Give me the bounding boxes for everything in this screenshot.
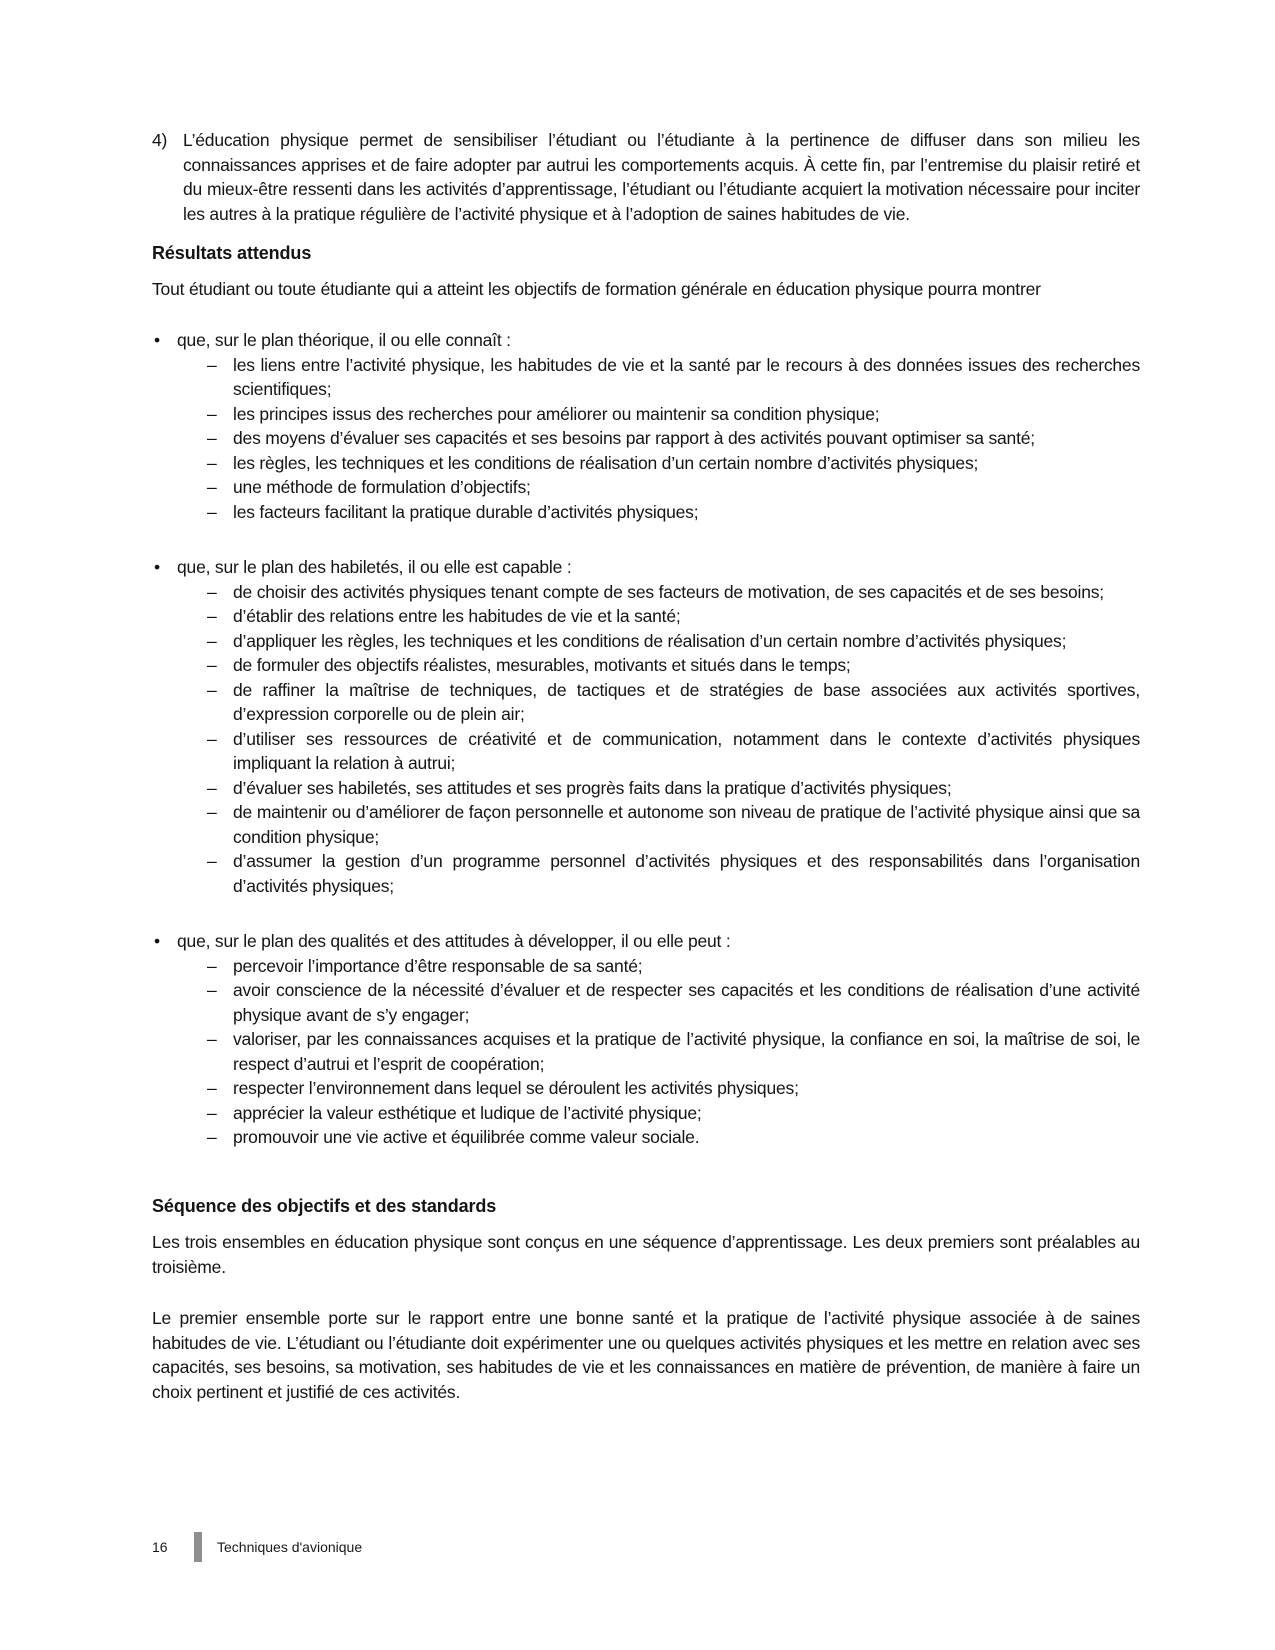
footer-separator <box>194 1532 202 1562</box>
dash-icon: – <box>207 1102 217 1123</box>
list-item <box>207 402 1140 427</box>
section-heading-sequence: Séquence des objectifs et des standards <box>152 1195 497 1216</box>
intro-paragraph: Tout étudiant ou toute étudiante qui a atteint les objectifs de formation générale en éducation physique pourra montrer <box>152 278 1041 299</box>
list-item-text: de choisir des activités physiques tenant compte de ses facteurs de motivation, de ses capacités et de ses besoins; <box>233 581 1104 602</box>
bullet-group-qualites <box>152 929 1140 1150</box>
page-footer <box>152 1532 362 1562</box>
list-item-text: les liens entre l’activité physique, les habitudes de vie et la santé par le recours à des données issues des recherches scientifiques; <box>233 354 1140 399</box>
dash-icon: – <box>207 655 217 675</box>
numbered-item-4 <box>152 128 1140 226</box>
page-number: 16 <box>152 1539 168 1555</box>
dash-icon: – <box>207 630 217 651</box>
dash-icon: – <box>207 955 217 976</box>
list-item-text: de maintenir ou d’améliorer de façon personnelle et autonome son niveau de pratique de l’activité physique ainsi que sa condition physique; <box>233 802 1140 847</box>
list-item-text: d’établir des relations entre les habitudes de vie et la santé; <box>233 606 681 626</box>
dash-icon: – <box>207 1127 217 1147</box>
list-item-text: les principes issus des recherches pour améliorer ou maintenir sa condition physique; <box>233 403 880 424</box>
sequence-paragraph-1: Les trois ensembles en éducation physique sont conçus en une séquence d’apprentissage. Les deux premiers sont préalables au troisième. <box>152 1232 1140 1277</box>
bullet-icon: • <box>154 557 160 577</box>
dash-icon: – <box>207 354 217 375</box>
dash-icon: – <box>207 728 217 749</box>
list-item-text: de formuler des objectifs réalistes, mesurables, motivants et situés dans le temps; <box>233 655 851 675</box>
list-item-text: de raffiner la maîtrise de techniques, de tactiques et de stratégies de base associées aux activités sportives, d’expression corporelle ou de plein air; <box>233 679 1140 724</box>
bullet-lead <box>152 328 1140 353</box>
list-item-text: avoir conscience de la nécessité d’évaluer et de respecter ses capacités et les conditions de réalisation d’une activité physique avant de s’y engager; <box>233 980 1140 1025</box>
list-item <box>207 451 1140 476</box>
list-item <box>207 1125 1140 1150</box>
list-item <box>207 629 1140 654</box>
bullet-lead <box>152 929 1140 954</box>
dash-icon: – <box>207 403 217 424</box>
bullet-lead-text: que, sur le plan des habiletés, il ou elle est capable : <box>177 557 572 577</box>
list-item <box>207 604 1140 629</box>
dash-icon: – <box>207 980 217 1000</box>
list-item <box>207 776 1140 801</box>
bullet-group-habiletes <box>152 555 1140 898</box>
list-item-text: percevoir l’importance d’être responsable de sa santé; <box>233 955 643 976</box>
bullet-icon: • <box>154 931 160 951</box>
list-item-text: respecter l’environnement dans lequel se déroulent les activités physiques; <box>233 1078 799 1098</box>
list-item <box>207 426 1140 451</box>
bullet-icon: • <box>154 330 160 350</box>
list-item <box>207 678 1140 727</box>
list-item <box>207 475 1140 500</box>
item-number: 4) <box>152 130 168 150</box>
dash-icon: – <box>207 777 217 798</box>
list-item-text: les règles, les techniques et les conditions de réalisation d’un certain nombre d’activités physiques; <box>233 452 979 473</box>
list-item-text: une méthode de formulation d’objectifs; <box>233 477 531 497</box>
bullet-lead-text: que, sur le plan théorique, il ou elle connaît : <box>177 330 511 350</box>
dash-icon: – <box>207 452 217 473</box>
list-item-text: les facteurs facilitant la pratique durable d’activités physiques; <box>233 501 699 522</box>
list-item-text: promouvoir une vie active et équilibrée comme valeur sociale. <box>233 1127 700 1147</box>
dash-icon: – <box>207 428 217 448</box>
list-item <box>207 1027 1140 1076</box>
dash-icon: – <box>207 606 217 626</box>
bullet-lead-text: que, sur le plan des qualités et des attitudes à développer, il ou elle peut : <box>177 931 731 951</box>
dash-icon: – <box>207 581 217 602</box>
list-item <box>207 1101 1140 1126</box>
list-item <box>207 978 1140 1027</box>
list-item <box>207 653 1140 678</box>
dash-icon: – <box>207 477 217 497</box>
list-item <box>207 353 1140 402</box>
bullet-lead <box>152 555 1140 580</box>
dash-icon: – <box>207 1029 217 1049</box>
list-item-text: d’utiliser ses ressources de créativité et de communication, notamment dans le contexte d’activités physiques impliquant la relation à autrui; <box>233 728 1140 773</box>
list-item <box>207 580 1140 605</box>
list-item <box>207 1076 1140 1101</box>
list-item-text: des moyens d’évaluer ses capacités et ses besoins par rapport à des activités pouvant optimiser sa santé; <box>233 428 1035 448</box>
dash-icon: – <box>207 802 217 822</box>
section-heading-resultats-attendus: Résultats attendus <box>152 243 312 263</box>
list-item <box>207 849 1140 898</box>
list-item-text: d’assumer la gestion d’un programme personnel d’activités physiques et des responsabilités dans l’organisation d’activités physiques; <box>233 851 1140 896</box>
footer-title: Techniques d'avionique <box>217 1539 363 1555</box>
dash-icon: – <box>207 1078 217 1098</box>
sequence-paragraph-2: Le premier ensemble porte sur le rapport entre une bonne santé et la pratique de l’activité physique associée à de saines habitudes de vie. L’étudiant ou l’étudiante doit expérimenter une ou quelques activités physiques et les mettre en relation avec ses capacités, ses besoins, sa motivation, ses habitudes de vie et les connaissances en matière de prévention, de manière à faire un choix pertinent et justifié de ces activités. <box>152 1308 1140 1402</box>
dash-icon: – <box>207 501 217 522</box>
dash-icon: – <box>207 679 217 700</box>
item-text: L’éducation physique permet de sensibiliser l’étudiant ou l’étudiante à la pertinence de diffuser dans son milieu les connaissances apprises et de faire adopter par autrui les comportements acquis. À cette fin, par l’entremise du plaisir retiré et du mieux-être ressenti dans les activités d’apprentissage, l’étudiant ou l’étudiante acquiert la motivation nécessaire pour inciter les autres à la pratique régulière de l’activité physique et à l’adoption de saines habitudes de vie. <box>183 130 1140 224</box>
list-item <box>207 954 1140 979</box>
list-item <box>207 727 1140 776</box>
list-item-text: d’appliquer les règles, les techniques et les conditions de réalisation d’un certain nombre d’activités physiques; <box>233 630 1067 651</box>
list-item <box>207 800 1140 849</box>
list-item-text: d’évaluer ses habiletés, ses attitudes et ses progrès faits dans la pratique d’activités physiques; <box>233 777 952 798</box>
bullet-group-theorique <box>152 328 1140 524</box>
list-item <box>207 500 1140 525</box>
dash-icon: – <box>207 851 217 871</box>
list-item-text: apprécier la valeur esthétique et ludique de l’activité physique; <box>233 1102 702 1123</box>
list-item-text: valoriser, par les connaissances acquises et la pratique de l’activité physique, la confiance en soi, la maîtrise de soi, le respect d’autrui et l’esprit de coopération; <box>233 1029 1140 1074</box>
page-content <box>152 128 1140 1404</box>
